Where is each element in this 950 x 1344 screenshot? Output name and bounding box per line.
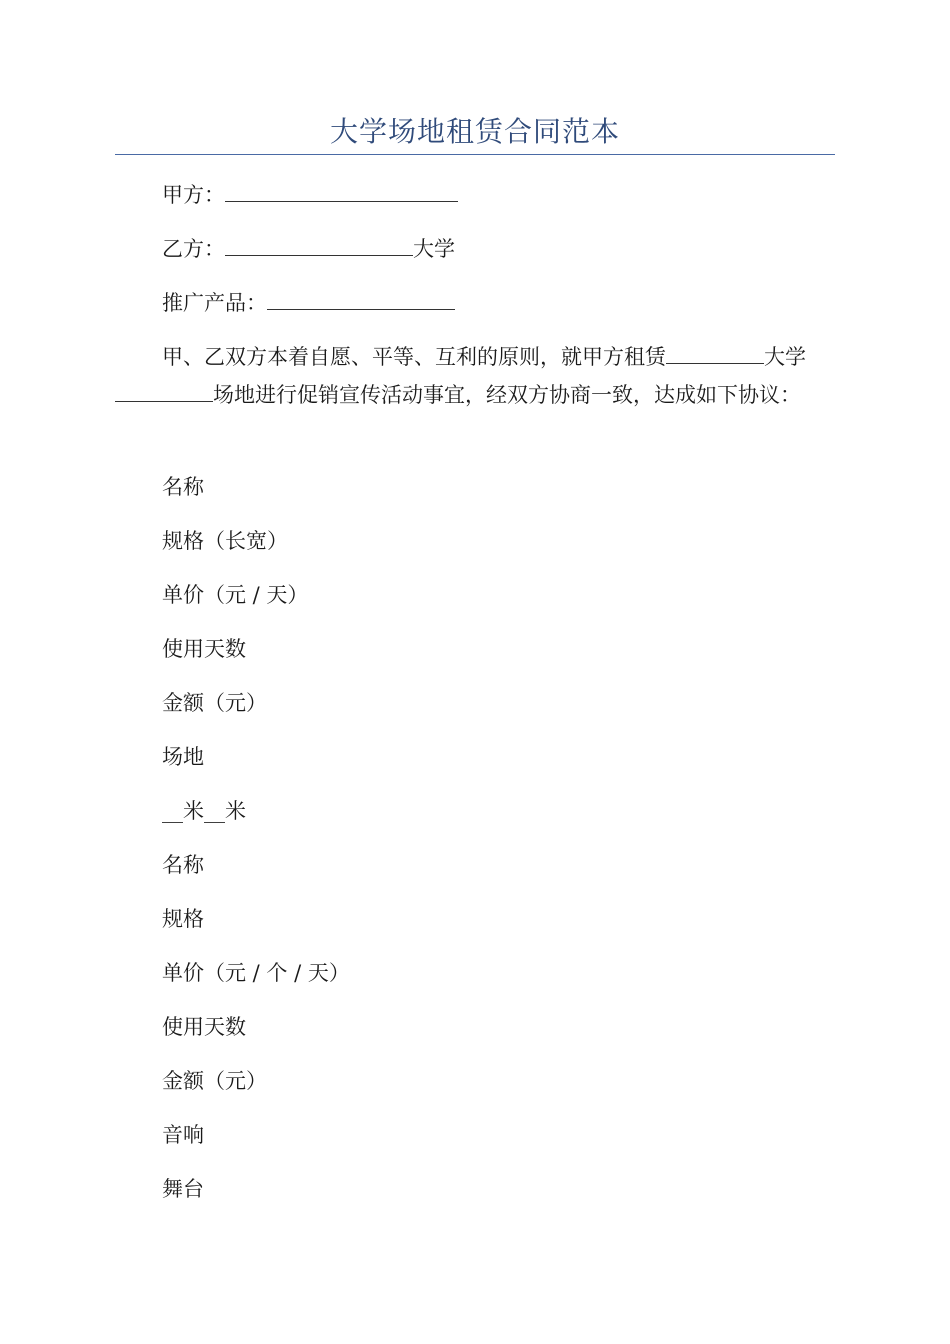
item-line: 使用天数 xyxy=(162,637,246,661)
item-line: 使用天数 xyxy=(162,1015,246,1039)
item-line: 舞台 xyxy=(162,1177,204,1201)
intro-text-2: 大学 xyxy=(764,345,806,369)
item-line: 金额（元） xyxy=(162,691,267,715)
product-line xyxy=(162,289,455,317)
party-b-label: 乙方： xyxy=(162,237,225,261)
item-line: 音响 xyxy=(162,1123,204,1147)
item-line: 名称 xyxy=(162,475,204,499)
party-a-blank xyxy=(225,181,458,202)
product-blank xyxy=(267,289,455,310)
item-line: 单价（元 / 个 / 天） xyxy=(162,961,350,985)
item-line: 规格 xyxy=(162,907,204,931)
intro-text-3: 场地进行促销宣传活动事宜，经双方协商一致，达成如下协议： xyxy=(213,383,801,407)
intro-text-1: 甲、乙双方本着自愿、平等、互利的原则，就甲方租赁 xyxy=(162,345,666,369)
party-b-blank xyxy=(225,235,413,256)
party-a-line xyxy=(162,181,458,209)
intro-paragraph xyxy=(115,338,835,414)
item-line: __米__米 xyxy=(162,799,246,823)
document-title: 大学场地租赁合同范本 xyxy=(329,115,620,148)
party-b-suffix: 大学 xyxy=(413,237,455,261)
item-line: 单价（元 / 天） xyxy=(162,583,309,607)
item-line: 规格（长宽） xyxy=(162,529,288,553)
item-line: 名称 xyxy=(162,853,204,877)
item-line: 场地 xyxy=(162,745,204,769)
intro-blank-2 xyxy=(115,381,213,402)
party-b-line xyxy=(162,235,455,263)
item-line: 金额（元） xyxy=(162,1069,267,1093)
intro-blank-1 xyxy=(666,343,764,364)
party-a-label: 甲方： xyxy=(162,183,225,207)
product-label: 推广产品： xyxy=(162,291,267,315)
title-underline xyxy=(115,154,835,155)
